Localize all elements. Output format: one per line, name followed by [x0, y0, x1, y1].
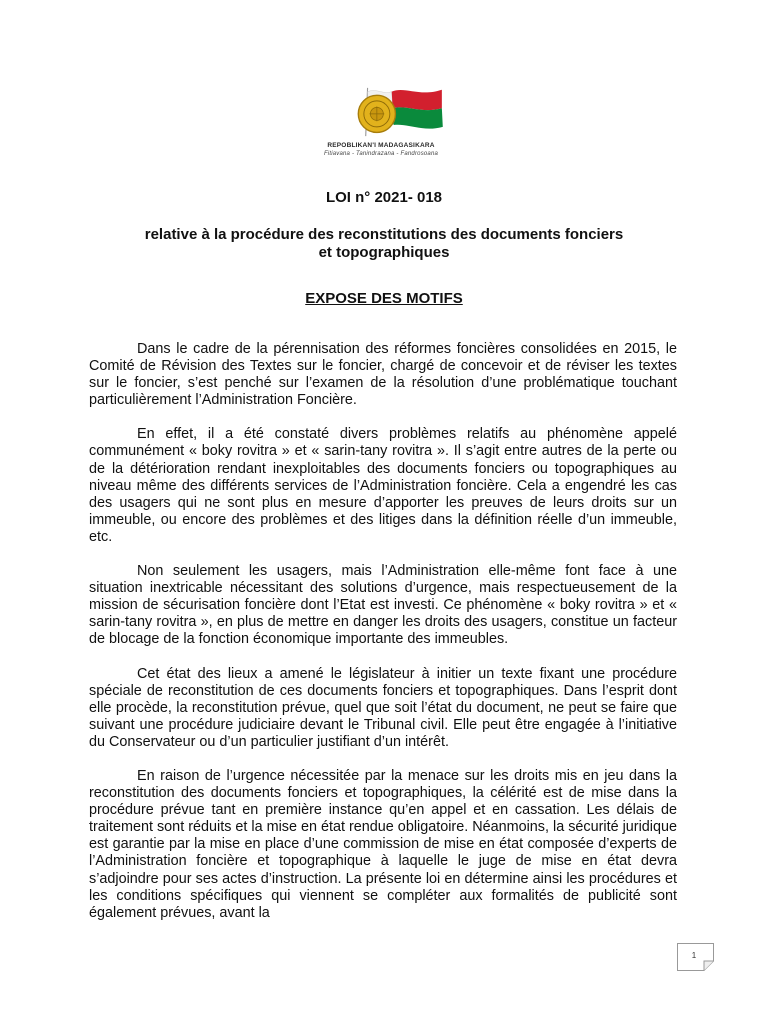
- emblem-motto: Fitiavana - Tanindrazana - Fandrosoana: [323, 151, 439, 157]
- paragraph: En effet, il a été constaté divers problèmes relatifs au phénomène appelé communément « boky rovitra » et « sarin-tany rovitra ». Il s’agit entre autres de la perte ou de la détérioration rendant inexploitables des documents fonciers ou topographiques au niveau même des différents services de l’Administration foncière. Cela a engendré les cas des usagers qui ne sont plus en mesure d’apporter les preuves de leurs droits sur un immeuble, ou encore des problèmes et des litiges dans la définition réelle d’un immeuble, etc.: [89, 426, 677, 545]
- law-subtitle-line-1: relative à la procédure des reconstitutions des documents fonciers: [144, 226, 624, 243]
- emblem-caption: [305, 142, 457, 158]
- flag-seal-icon: [345, 86, 457, 138]
- page-number-box: [677, 943, 715, 971]
- paragraph: Non seulement les usagers, mais l’Administration elle-même font face à une situation inextricable nécessitant des solutions d’urgence, mais respectueusement de la mission de sécurisation foncière dont l’Etat est investi. Ce phénomène « boky rovitra » et « sarin-tany rovitra », en plus de mettre en danger les droits des usagers, constitue un facteur de blocage de la fonction économique importante des immeubles.: [89, 563, 677, 648]
- law-subtitle: [0, 226, 768, 262]
- law-title: LOI n° 2021- 018: [325, 189, 443, 206]
- section-title: EXPOSE DES MOTIFS: [305, 290, 463, 307]
- law-subtitle-line-2: et topographiques: [318, 244, 450, 261]
- paragraph: En raison de l’urgence nécessitée par la menace sur les droits mis en jeu dans la reconstitution des documents fonciers et topographiques, la célérité est de mise dans la procédure prévue tant en première instance qu’en appel et en cassation. Les délais de traitement sont réduits et la mise en état rendue obligatoire. Néanmoins, la sécurité juridique est garantie par la mise en place d’une commission de mise en état composée d’experts de l’Administration foncière et topographique à laquelle le juge de mise en état devra s’adjoindre pour ses actes d’instruction. La présente loi en détermine ainsi les procédures et les conditions spécifiques qui viennent se compléter aux formalités de publicité sont également prévues, avant la: [89, 767, 677, 921]
- body-text: [89, 341, 677, 939]
- paragraph: Dans le cadre de la pérennisation des réformes foncières consolidées en 2015, le Comité de Révision des Textes sur le foncier, chargé de concevoir et de réviser les textes sur le foncier, s’est penché sur l’examen de la résolution d’une problématique touchant particulièrement l’Administration Foncière.: [89, 341, 677, 409]
- paragraph: Cet état des lieux a amené le législateur à initier un texte fixant une procédure spéciale de reconstitution de ces documents fonciers et topographiques. Dans l’esprit dont elle procède, la reconstitution prévue, quel que soit l’état du document, ne peut se faire que suivant une procédure judiciaire devant le Tribunal civil. Elle peut être engagée à l’initiative du Conservateur ou d’un particulier justifiant d’un intérêt.: [89, 665, 677, 750]
- emblem-name: REPOBLIKAN'I MADAGASIKARA: [327, 142, 435, 149]
- page-number: 1: [691, 951, 697, 960]
